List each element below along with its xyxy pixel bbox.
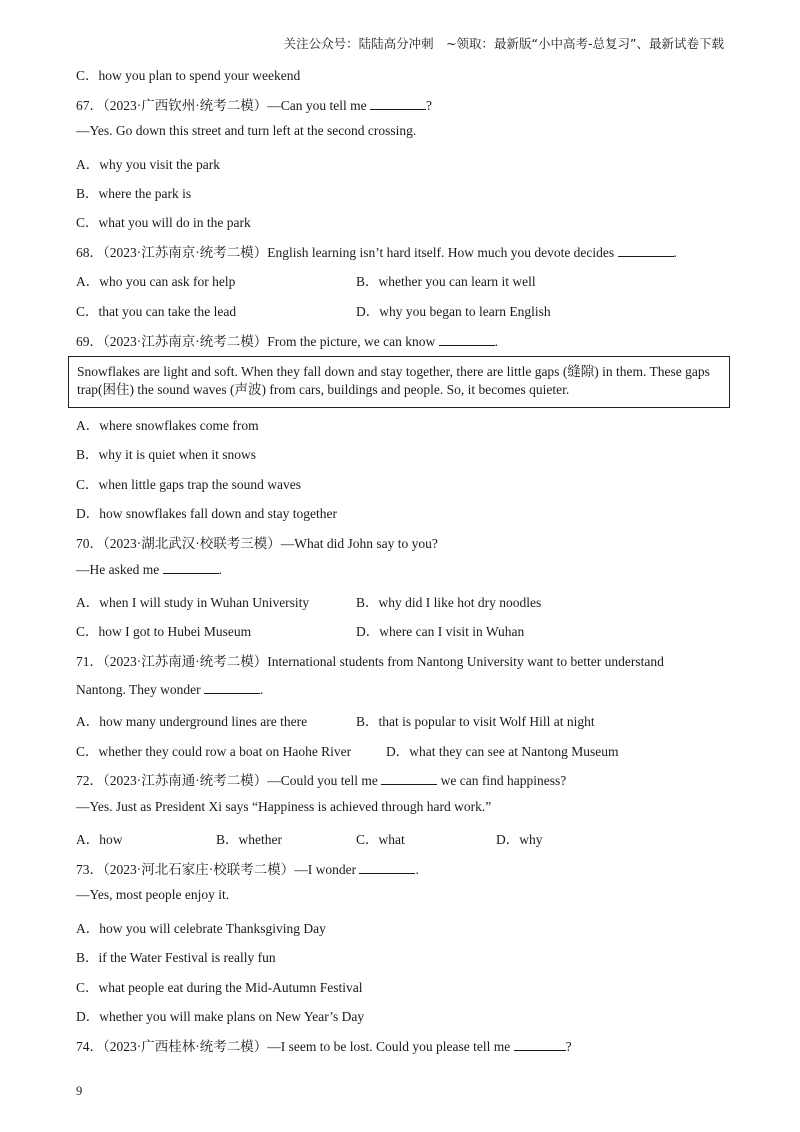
q72-option-d: D．why	[496, 832, 543, 847]
q70-options-cd	[76, 620, 524, 640]
q71-option-a: A．how many underground lines are there	[76, 714, 308, 729]
answer-blank	[514, 1038, 566, 1051]
q73-option-d: D．whether you will make plans on New Year’s Day	[76, 1009, 365, 1024]
page-header: 关注公众号：陆陆高分冲刺 ~领取：最新版“小中高考-总复习”、最新试卷下载	[283, 36, 724, 51]
answer-blank	[370, 97, 426, 110]
q68-option-b: B．whether you can learn it well	[356, 274, 536, 289]
q67-option-b: B．where the park is	[76, 186, 192, 201]
q69-option-d: D．how snowflakes fall down and stay together	[76, 506, 337, 521]
answer-blank	[381, 772, 437, 785]
q70-option-d: D．where can I visit in Wuhan	[356, 624, 525, 639]
q68-option-c: C．that you can take the lead	[76, 304, 237, 319]
q68-options-ab	[76, 270, 536, 290]
q73-option-c: C．what people eat during the Mid-Autumn Festival	[76, 980, 363, 995]
q71-stem: 71．（2023·江苏南通·统考二模）International students from Nantong University want to better understand	[76, 654, 664, 669]
q73-option-a: A．how you will celebrate Thanksgiving Day	[76, 921, 326, 936]
q73-option-b: B．if the Water Festival is really fun	[76, 950, 276, 965]
q70-option-b: B．why did I like hot dry noodles	[356, 595, 542, 610]
answer-blank	[359, 861, 415, 874]
q72-stem: 72．（2023·江苏南通·统考二模）—Could you tell me we can find happiness?	[76, 773, 567, 788]
q70-option-a: A．when I will study in Wuhan University	[76, 595, 310, 610]
q71-option-b: B．that is popular to visit Wolf Hill at night	[356, 714, 595, 729]
q72-option-b: B．whether	[216, 832, 282, 847]
q68-options-cd	[76, 300, 551, 320]
q67-stem: 67．（2023·广西钦州·统考二模）—Can you tell me ?	[76, 98, 432, 113]
page-number: 9	[76, 1084, 83, 1098]
answer-blank	[618, 244, 674, 257]
q68-option-d: D．why you began to learn English	[356, 304, 551, 319]
q71-stem-cont: Nantong. They wonder .	[76, 682, 264, 697]
q69-option-b: B．why it is quiet when it snows	[76, 447, 257, 462]
answer-blank	[439, 333, 495, 346]
q71-options-ab	[76, 710, 595, 730]
q73-stem: 73．（2023·河北石家庄·校联考二模）—I wonder .	[76, 862, 419, 877]
q70-option-c: C．how I got to Hubei Museum	[76, 624, 252, 639]
answer-blank	[204, 681, 260, 694]
q68-option-a: A．who you can ask for help	[76, 274, 236, 289]
q70-options-ab	[76, 591, 541, 611]
q70-stem: 70．（2023·湖北武汉·校联考三模）—What did John say to you?	[76, 536, 438, 551]
q72-options	[76, 828, 543, 848]
q72-option-a: A．how	[76, 832, 123, 847]
q70-reply: —He asked me .	[76, 562, 222, 577]
answer-blank	[163, 561, 219, 574]
q72-option-c: C．what	[356, 832, 405, 847]
q67-option-c: C．what you will do in the park	[76, 215, 251, 230]
q71-option-d: D．what they can see at Nantong Museum	[386, 744, 619, 759]
q73-reply: —Yes, most people enjoy it.	[76, 887, 230, 902]
q69-stem: 69．（2023·江苏南京·统考二模）From the picture, we can know .	[76, 334, 498, 349]
q74-stem: 74．（2023·广西桂林·统考二模）—I seem to be lost. Could you please tell me ?	[76, 1039, 572, 1054]
q67-option-a: A．why you visit the park	[76, 157, 220, 172]
q72-reply: —Yes. Just as President Xi says “Happiness is achieved through hard work.”	[76, 799, 492, 814]
q69-option-a: A．where snowflakes come from	[76, 418, 259, 433]
q69-option-c: C．when little gaps trap the sound waves	[76, 477, 301, 492]
q71-option-c: C．whether they could row a boat on Haohe River	[76, 744, 352, 759]
q68-stem: 68．（2023·江苏南京·统考二模）English learning isn’t hard itself. How much you devote decides .	[76, 245, 677, 260]
q67-reply: —Yes. Go down this street and turn left at the second crossing.	[76, 123, 417, 138]
q71-options-cd	[76, 740, 618, 760]
q69-passage-box: Snowflakes are light and soft. When they fall down and stay together, there are little gaps (缝隙) in them. These gaps trap(困住) the sound waves (声波) from cars, buildings and people. So, it becomes quieter.	[68, 356, 730, 408]
q66-option-c: C．how you plan to spend your weekend	[76, 68, 301, 83]
